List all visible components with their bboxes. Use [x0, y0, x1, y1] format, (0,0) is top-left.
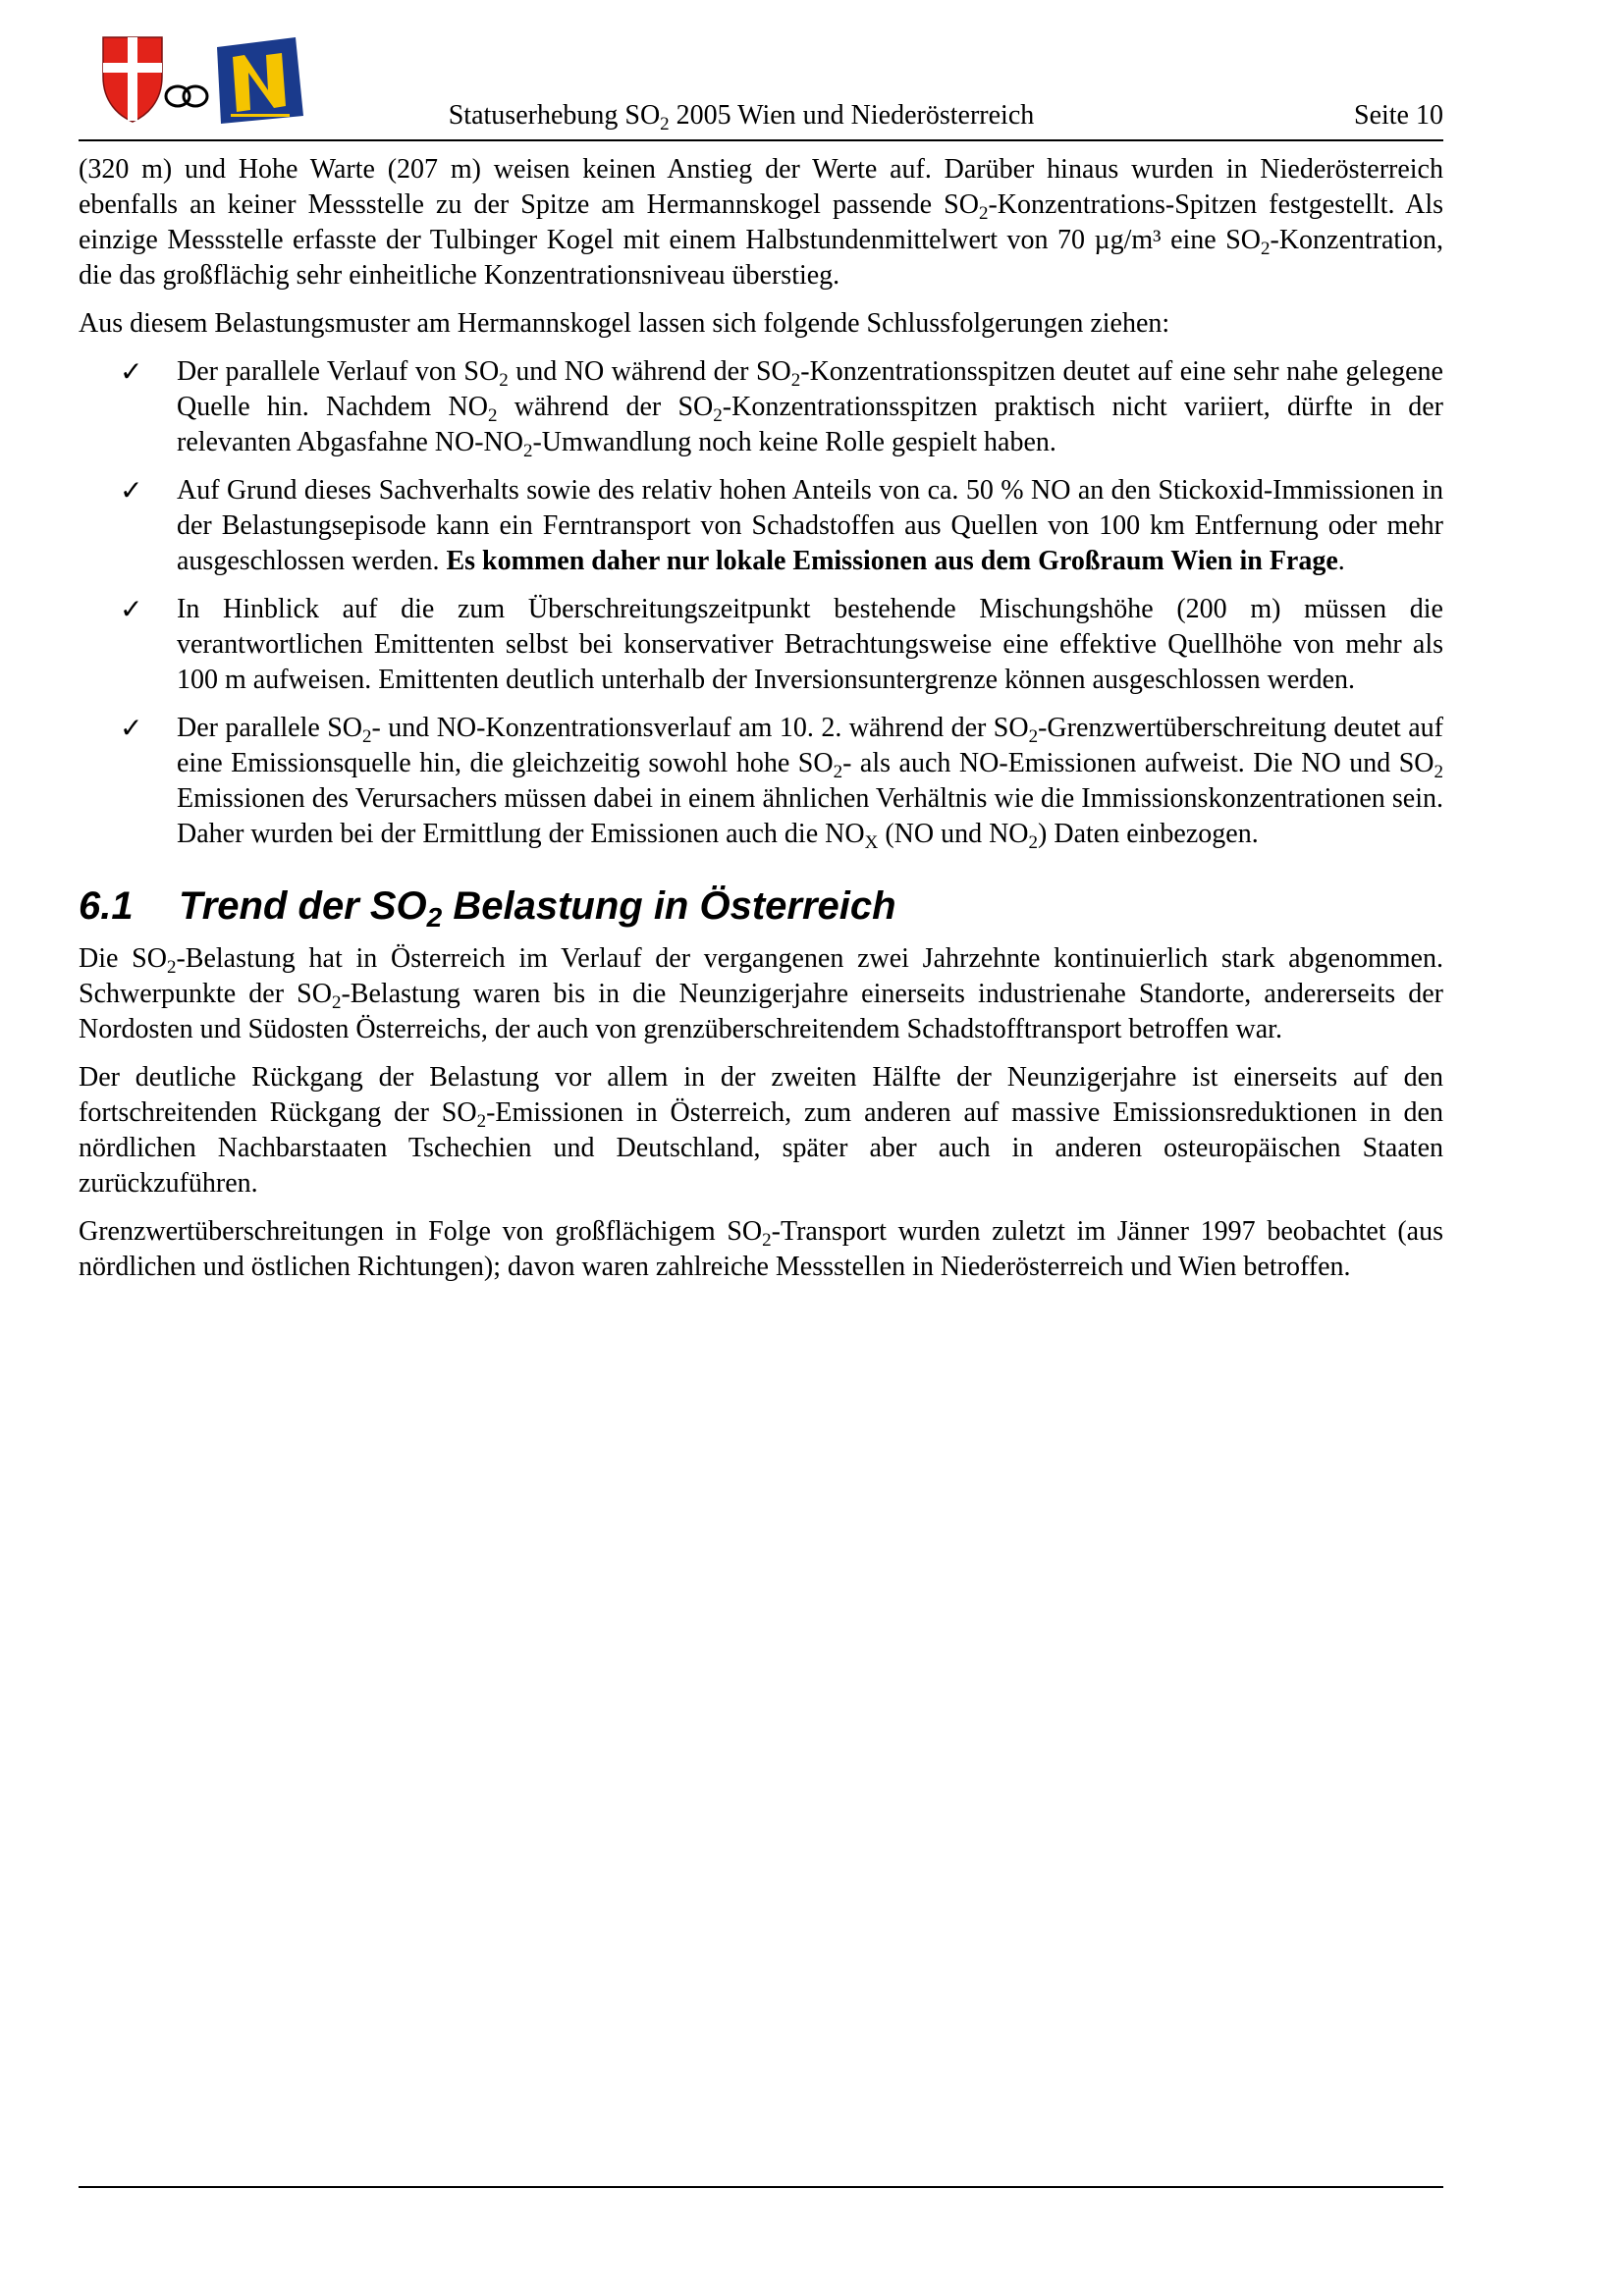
page-number: Seite 10 — [1354, 100, 1443, 131]
header-logos — [101, 33, 307, 128]
checkmark-icon: ✓ — [120, 355, 143, 388]
header-title: Statuserhebung $SO_2$ 2005 Wien und Niederösterreich — [448, 100, 1035, 134]
list-item: ✓ Der parallele $SO_2-$ und NO-Konzentrationsverlauf am 10. 2. während der $SO_2$-Grenzwertüberschreitung deutet auf eine Emissionsquelle hin, die gleichzeitig sowohl hohe $SO_2-$ als auch NO-Emissionen aufweist. Die NO und $SO_2$ Emissionen des Verursachers müssen dabei in einem ähnlichen Verhältnis wie die Immissionskonzentrationen sein. Daher wurden bei der Ermittlung der Emissionen auch die $NO_X$ (NO und $NO_2$) Daten einbezogen. — [120, 712, 1444, 853]
section-number: 6.1 — [79, 884, 134, 928]
checkmark-icon: ✓ — [120, 712, 143, 744]
list-item: ✓ Auf Grund dieses Sachverhalts sowie des relativ hohen Anteils von ca. 50 % NO an den Stickoxid-Immissionen in der Belastungsepisode kann ein Ferntransport von Schadstoffen aus Quellen von 100 km Entfernung oder mehr ausgeschlossen werden. Es kommen daher nur lokale Emissionen aus dem Großraum Wien in Frage. — [120, 474, 1443, 576]
paragraph-intro-conclusions: Aus diesem Belastungsmuster am Hermannskogel lassen sich folgende Schlussfolgerungen ziehen: — [79, 308, 1170, 339]
chain-link-icon — [166, 86, 207, 106]
paragraph-decline: Der deutliche Rückgang der Belastung vor allem in der zweiten Hälfte der Neunzigerjahre ist einerseits auf den fortschreitenden Rückgang der $SO_2$-Emissionen in Österreich, zum anderen auf massive Emissionsreduktionen in den nördlichen Nachbarstaaten Tschechien und Deutschland, später aber auch in anderen osteuropäischen Staaten zurückzuführen. — [79, 1062, 1443, 1199]
section-heading — [79, 883, 1443, 933]
list-item: ✓ Der parallele Verlauf von $SO_2$ und NO während der $SO_2$-Konzentrationsspitzen deutet auf eine sehr nahe gelegene Quelle hin. Nachdem $NO_2$ während der $SO_2$-Konzentrationsspitzen praktisch nicht variiert, dürfte in der relevanten Abgasfahne $NO-NO_2$-Umwandlung noch keine Rolle gespielt haben. — [120, 355, 1444, 461]
main-content — [79, 152, 1443, 1298]
checkmark-icon: ✓ — [120, 474, 143, 507]
niederoesterreich-logo-icon — [217, 37, 303, 124]
header-divider — [79, 139, 1443, 141]
wien-coat-of-arms-icon — [103, 37, 162, 122]
footer-divider — [79, 2186, 1443, 2188]
conclusions-list — [79, 354, 1443, 852]
section-title: Trend der $SO_2$ Belastung in Österreich — [179, 884, 896, 933]
paragraph-so2-trend: Die $SO_2$-Belastung hat in Österreich im Verlauf der vergangenen zwei Jahrzehnte kontinuierlich stark abgenommen. Schwerpunkte der $SO_2$-Belastung waren bis in die Neunzigerjahre einerseits industrienahe Standorte, andererseits der Nordosten und Südosten Österreichs, der auch von grenzüberschreitendem Schadstofftransport betroffen war. — [79, 943, 1444, 1044]
list-item: ✓ In Hinblick auf die zum Überschreitungszeitpunkt bestehende Mischungshöhe (200 m) müssen die verantwortlichen Emittenten selbst bei konservativer Betrachtungsweise eine effektive Quellhöhe von mehr als 100 m aufweisen. Emittenten deutlich unterhalb der Inversionsuntergrenze können ausgeschlossen werden. — [120, 593, 1443, 695]
paragraph-continuation: (320 m) und Hohe Warte (207 m) weisen keinen Anstieg der Werte auf. Darüber hinaus wurden in Niederösterreich ebenfalls an keiner Messstelle zu der Spitze am Hermannskogel passende $SO_2-Konzentrations$-Spitzen festgestellt. Als einzige Messstelle erfasste der Tulbinger Kogel mit einem Halbstundenmittelwert von 70 µg/m³ eine $SO_2$-Konzentration, die das großflächig sehr einheitliche Konzentrationsniveau überstieg. — [79, 154, 1443, 291]
paragraph-exceedances: Grenzwertüberschreitungen in Folge von großflächigem $SO_2$-Transport wurden zuletzt im Jänner 1997 beobachtet (aus nördlichen und östlichen Richtungen); davon waren zahlreiche Messstellen in Niederösterreich und Wien betroffen. — [79, 1216, 1443, 1282]
checkmark-icon: ✓ — [120, 593, 143, 625]
